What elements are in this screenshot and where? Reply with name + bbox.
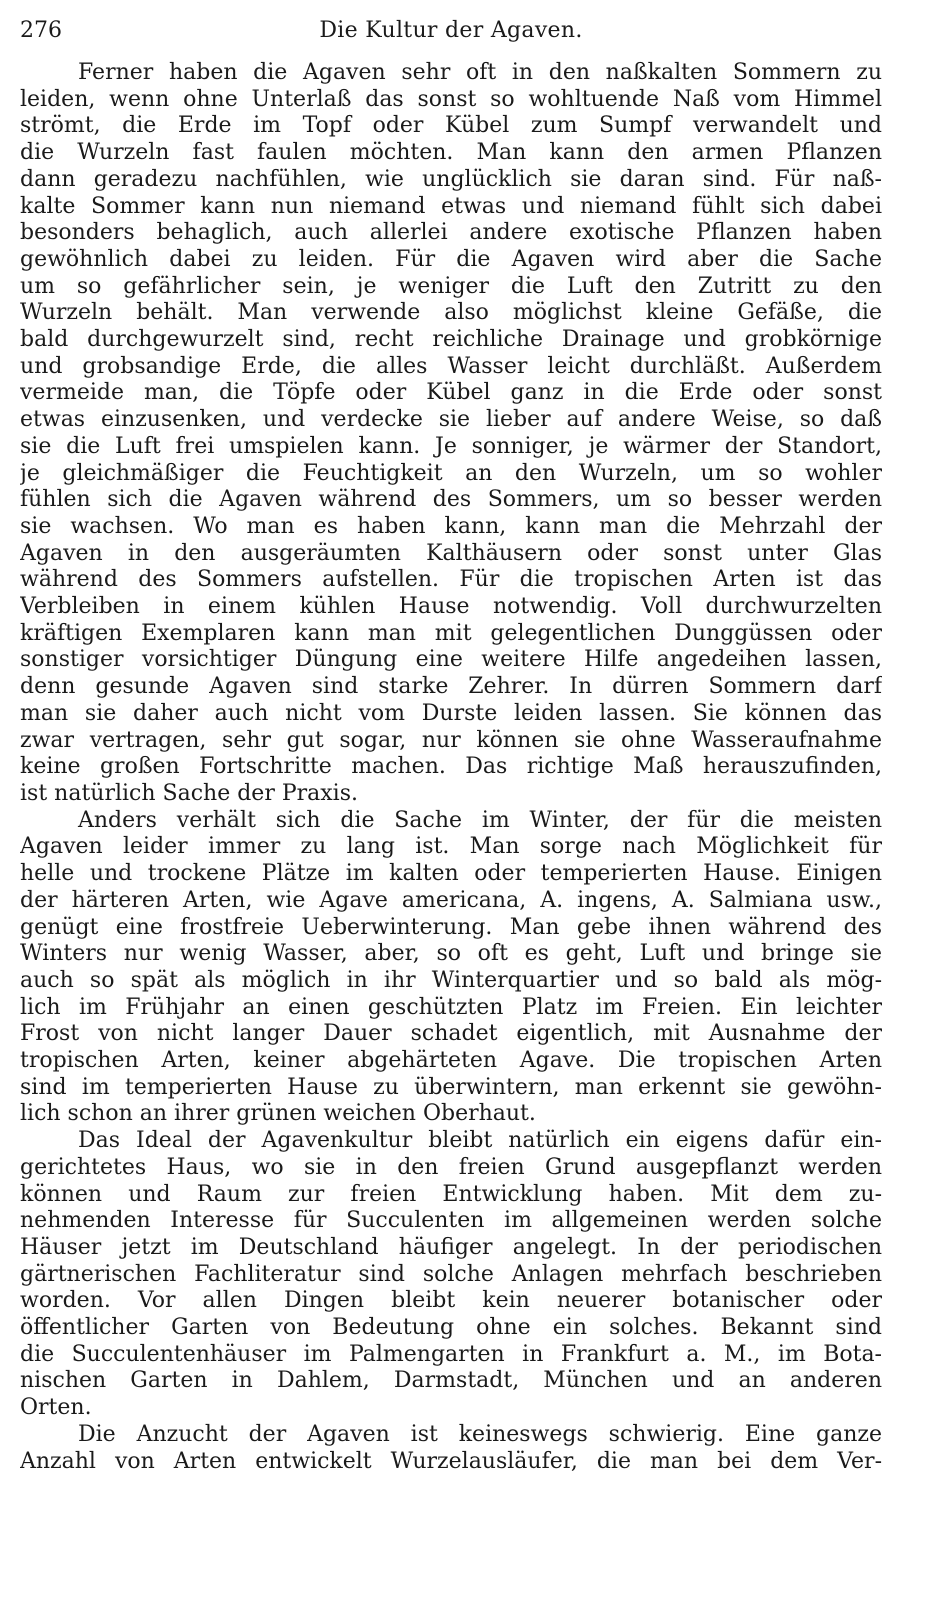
text-line: helle und trockene Plätze im kalten oder temperierten Hause. Einigen <box>20 861 882 887</box>
text-line: sie die Luft frei umspielen kann. Je sonniger, je wärmer der Standort, <box>20 433 882 459</box>
text-line: Anzahl von Arten entwickelt Wurzelausläufer, die man bei dem Ver- <box>20 1448 882 1474</box>
text-line: kalte Sommer kann nun niemand etwas und niemand fühlt sich dabei <box>20 193 882 219</box>
text-line: gerichtetes Haus, wo sie in den freien Grund ausgepflanzt werden <box>20 1154 882 1180</box>
text-line: Wurzeln behält. Man verwende also möglichst kleine Gefäße, die <box>20 300 882 326</box>
text-line: die Succulentenhäuser im Palmengarten in Frankfurt a. M., im Bota- <box>20 1341 882 1367</box>
text-line: während des Sommers aufstellen. Für die tropischen Arten ist das <box>20 567 882 593</box>
text-line: sind im temperierten Hause zu überwintern, man erkennt sie gewöhn- <box>20 1074 882 1100</box>
text-line: kräftigen Exemplaren kann man mit gelegentlichen Dunggüssen oder <box>20 620 882 646</box>
body-text <box>20 60 882 1475</box>
text-line: keine großen Fortschritte machen. Das richtige Maß herauszufinden, <box>20 754 882 780</box>
text-line: Verbleiben in einem kühlen Hause notwendig. Voll durchwurzelten <box>20 594 882 620</box>
text-line: dann geradezu nachfühlen, wie unglücklich sie daran sind. Für naß- <box>20 166 882 192</box>
text-line: Agaven in den ausgeräumten Kalthäusern oder sonst unter Glas <box>20 540 882 566</box>
text-line: Ferner haben die Agaven sehr oft in den naßkalten Sommern zu <box>78 60 882 85</box>
text-line: lich schon an ihrer grünen weichen Oberhaut. <box>20 1101 536 1127</box>
text-line: Orten. <box>20 1395 92 1421</box>
text-line: Die Anzucht der Agaven ist keineswegs schwierig. Eine ganze <box>78 1421 882 1447</box>
running-title: Die Kultur der Agaven. <box>319 18 583 43</box>
text-line: Häuser jetzt im Deutschland häufiger angelegt. In der periodischen <box>20 1234 882 1260</box>
text-line: lich im Frühjahr an einen geschützten Platz im Freien. Ein leichter <box>20 994 882 1020</box>
paragraph <box>20 808 882 1128</box>
text-line: zwar vertragen, sehr gut sogar, nur können sie ohne Wasseraufnahme <box>20 727 882 753</box>
text-line: bald durchgewurzelt sind, recht reichliche Drainage und grobkörnige <box>20 327 882 353</box>
text-line: Das Ideal der Agavenkultur bleibt natürlich ein eigens dafür ein- <box>78 1128 882 1154</box>
text-line: um so gefährlicher sein, je weniger die Luft den Zutritt zu den <box>20 273 882 299</box>
text-line: sonstiger vorsichtiger Düngung eine weitere Hilfe angedeihen lassen, <box>20 647 882 673</box>
text-line: öffentlicher Garten von Bedeutung ohne ein solches. Bekannt sind <box>20 1315 882 1341</box>
text-line: der härteren Arten, wie Agave americana, A. ingens, A. Salmiana usw., <box>20 887 882 913</box>
text-line: leiden, wenn ohne Unterlaß das sonst so wohltuende Naß vom Himmel <box>20 86 882 112</box>
text-line: strömt, die Erde im Topf oder Kübel zum Sumpf verwandelt und <box>20 113 882 139</box>
text-line: man sie daher auch nicht vom Durste leiden lassen. Sie können das <box>20 700 882 726</box>
text-line: vermeide man, die Töpfe oder Kübel ganz in die Erde oder sonst <box>20 380 882 406</box>
text-line: nischen Garten in Dahlem, Darmstadt, München und an anderen <box>20 1368 882 1394</box>
running-head <box>20 14 882 48</box>
text-line: gärtnerischen Fachliteratur sind solche Anlagen mehrfach beschrieben <box>20 1261 882 1287</box>
paragraph <box>20 60 882 808</box>
text-line: etwas einzusenken, und verdecke sie lieber auf andere Weise, so daß <box>20 407 882 433</box>
text-line: Frost von nicht langer Dauer schadet eigentlich, mit Ausnahme der <box>20 1021 882 1047</box>
text-line: nehmenden Interesse für Succulenten im allgemeinen werden solche <box>20 1208 882 1234</box>
text-line: Agaven leider immer zu lang ist. Man sorge nach Möglichkeit für <box>20 834 882 860</box>
paragraph <box>20 1128 882 1422</box>
text-line: genügt eine frostfreie Ueberwinterung. Man gebe ihnen während des <box>20 914 882 940</box>
text-line: tropischen Arten, keiner abgehärteten Agave. Die tropischen Arten <box>20 1048 882 1074</box>
text-line: auch so spät als möglich in ihr Winterquartier und so bald als mög- <box>20 967 882 993</box>
paragraph <box>20 1422 882 1475</box>
text-line: Anders verhält sich die Sache im Winter, der für die meisten <box>78 807 882 833</box>
page-number: 276 <box>20 18 62 43</box>
text-line: gewöhnlich dabei zu leiden. Für die Agaven wird aber die Sache <box>20 246 882 272</box>
text-line: Winters nur wenig Wasser, aber, so oft es geht, Luft und bringe sie <box>20 941 882 967</box>
text-line: denn gesunde Agaven sind starke Zehrer. In dürren Sommern darf <box>20 674 882 700</box>
text-line: worden. Vor allen Dingen bleibt kein neuerer botanischer oder <box>20 1288 882 1314</box>
book-page <box>20 14 882 1475</box>
text-line: die Wurzeln fast faulen möchten. Man kann den armen Pflanzen <box>20 140 882 166</box>
text-line: können und Raum zur freien Entwicklung haben. Mit dem zu- <box>20 1181 882 1207</box>
text-line: ist natürlich Sache der Praxis. <box>20 780 358 806</box>
text-line: sie wachsen. Wo man es haben kann, kann man die Mehrzahl der <box>20 513 882 539</box>
text-line: besonders behaglich, auch allerlei andere exotische Pflanzen haben <box>20 220 882 246</box>
text-line: je gleichmäßiger die Feuchtigkeit an den Wurzeln, um so wohler <box>20 460 882 486</box>
text-line: fühlen sich die Agaven während des Sommers, um so besser werden <box>20 487 882 513</box>
text-line: und grobsandige Erde, die alles Wasser leicht durchläßt. Außerdem <box>20 353 882 379</box>
